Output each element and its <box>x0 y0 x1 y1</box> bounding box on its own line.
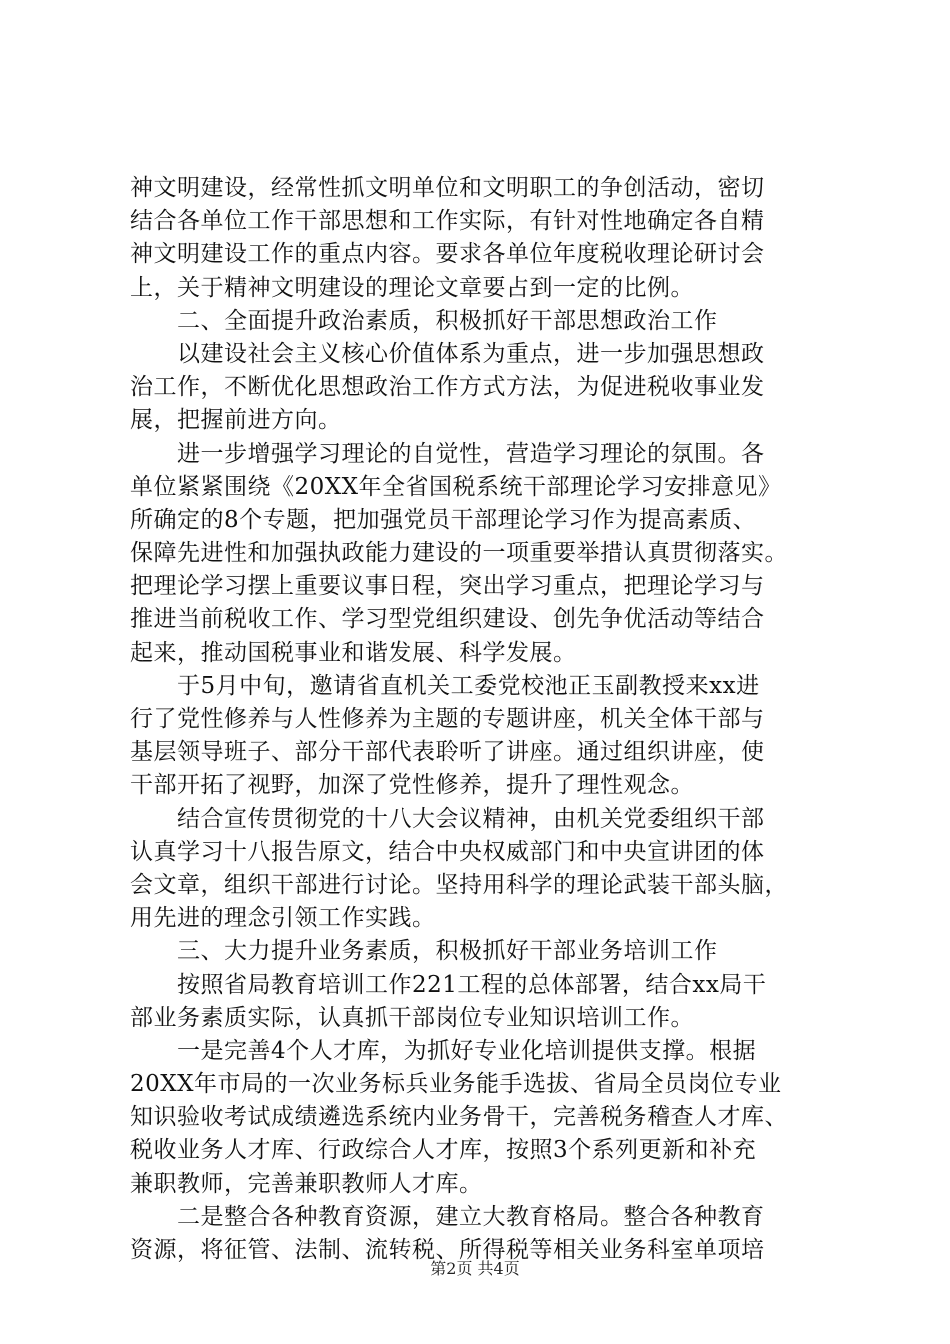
text-line: 保障先进性和加强执政能力建设的一项重要举措认真贯彻落实。 <box>130 540 788 567</box>
text-line: 展，把握前进方向。 <box>130 407 342 434</box>
text-line: 资源，将征管、法制、流转税、所得税等相关业务科室单项培 <box>130 1237 765 1263</box>
section-heading: 三、大力提升业务素质，积极抓好干部业务培训工作 <box>130 938 718 965</box>
text-line: 于5月中旬，邀请省直机关工委党校池正玉副教授来xx进 <box>130 672 760 699</box>
page-number-label: 第2页 共4页 <box>430 1259 520 1278</box>
text-line: 按照省局教育培训工作221工程的总体部署，结合xx局干 <box>130 971 767 998</box>
body-text <box>130 172 830 1267</box>
text-line: 20XX年市局的一次业务标兵业务能手选拔、省局全员岗位专业 <box>130 1071 782 1098</box>
text-line: 知识验收考试成绩遴选系统内业务骨干，完善税务稽查人才库、 <box>130 1104 788 1131</box>
text-line: 推进当前税收工作、学习型党组织建设、创先争优活动等结合 <box>130 606 765 633</box>
text-line: 认真学习十八报告原文，结合中央权威部门和中央宣讲团的体 <box>130 838 765 865</box>
text-line: 行了党性修养与人性修养为主题的专题讲座，机关全体干部与 <box>130 706 765 732</box>
text-line: 神文明建设，经常性抓文明单位和文明职工的争创活动，密切 <box>130 175 765 201</box>
text-line: 一是完善4个人才库，为抓好专业化培训提供支撑。根据 <box>130 1037 757 1064</box>
text-line: 把理论学习摆上重要议事日程，突出学习重点，把理论学习与 <box>130 573 765 600</box>
text-line: 起来，推动国税事业和谐发展、科学发展。 <box>130 639 577 666</box>
page-footer <box>0 1256 950 1279</box>
text-line: 单位紧紧围绕《20XX年全省国税系统干部理论学习安排意见》 <box>130 473 782 500</box>
text-line: 上，关于精神文明建设的理论文章要占到一定的比例。 <box>130 274 694 301</box>
text-line: 结合各单位工作干部思想和工作实际，有针对性地确定各自精 <box>130 208 765 235</box>
text-line: 会文章，组织干部进行讨论。坚持用科学的理论武装干部头脑， <box>130 871 788 898</box>
text-line: 兼职教师，完善兼职教师人才库。 <box>130 1170 483 1197</box>
text-line: 干部开拓了视野，加深了党性修养，提升了理性观念。 <box>130 772 694 799</box>
text-line: 所确定的8个专题，把加强党员干部理论学习作为提高素质、 <box>130 506 757 533</box>
section-heading: 二、全面提升政治素质，积极抓好干部思想政治工作 <box>130 307 718 334</box>
text-line: 二是整合各种教育资源，建立大教育格局。整合各种教育 <box>130 1203 765 1230</box>
text-line: 以建设社会主义核心价值体系为重点，进一步加强思想政 <box>130 340 765 367</box>
text-line: 部业务素质实际，认真抓干部岗位专业知识培训工作。 <box>130 1004 694 1031</box>
text-line: 用先进的理念引领工作实践。 <box>130 905 436 932</box>
text-line: 税收业务人才库、行政综合人才库，按照3个系列更新和补充 <box>130 1137 757 1164</box>
text-line: 治工作，不断优化思想政治工作方式方法，为促进税收事业发 <box>130 374 765 401</box>
text-line: 基层领导班子、部分干部代表聆听了讲座。通过组织讲座，使 <box>130 739 765 766</box>
text-line: 神文明建设工作的重点内容。要求各单位年度税收理论研讨会 <box>130 241 765 268</box>
text-line: 结合宣传贯彻党的十八大会议精神，由机关党委组织干部 <box>130 805 765 832</box>
text-line: 进一步增强学习理论的自觉性，营造学习理论的氛围。各 <box>130 440 765 467</box>
